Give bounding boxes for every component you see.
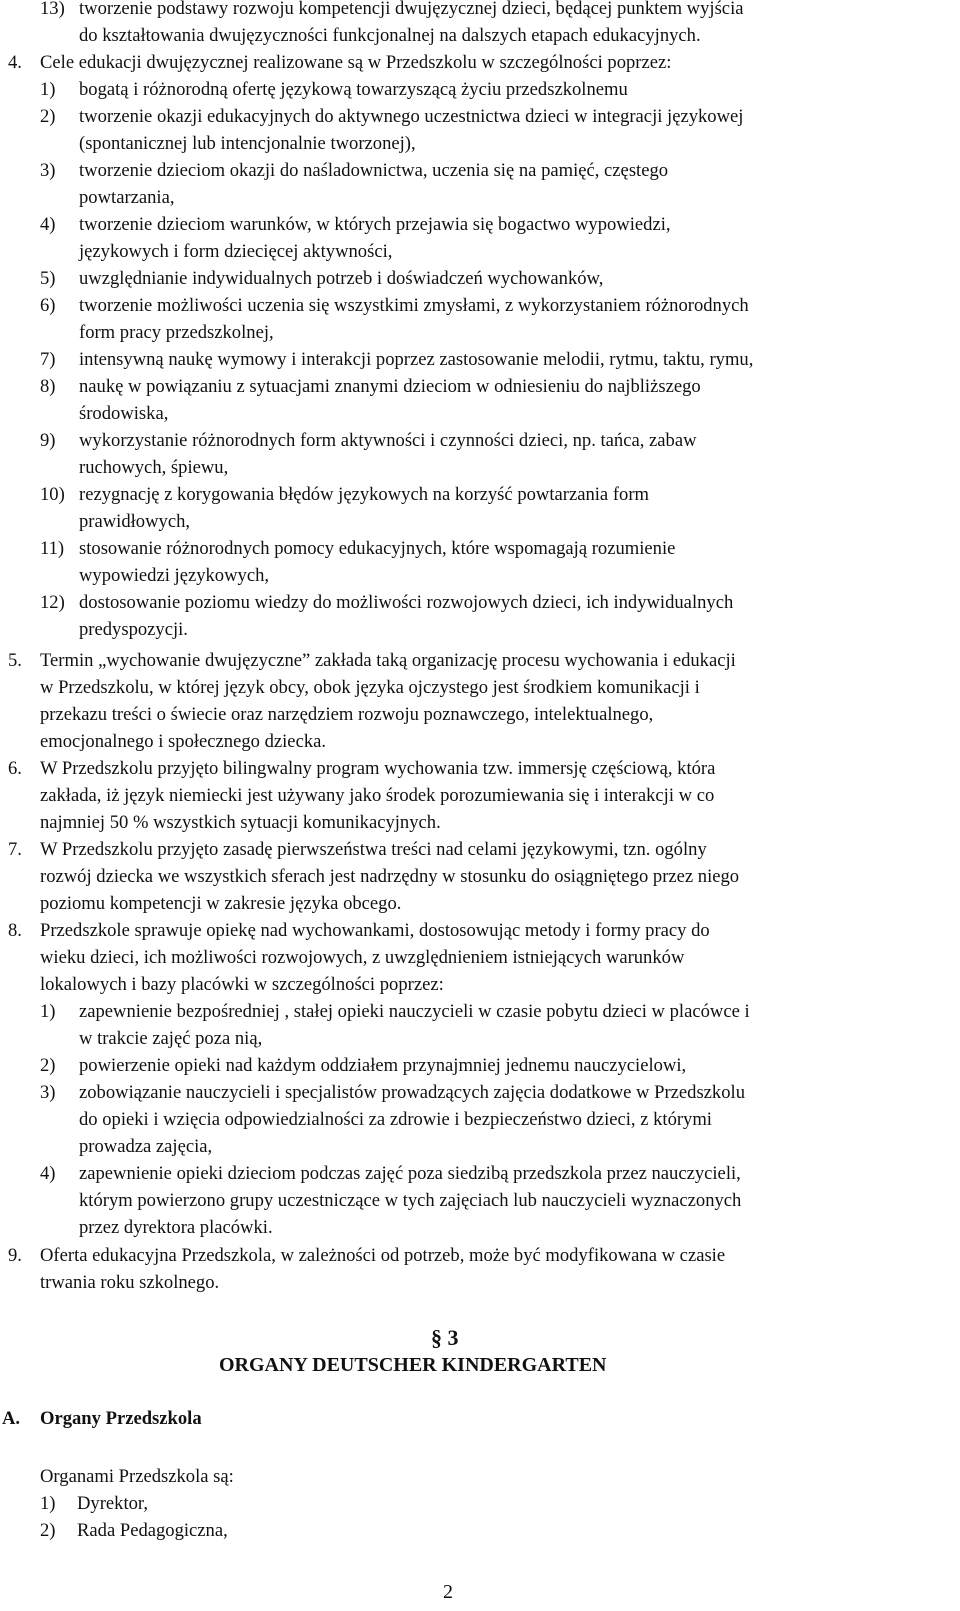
list-item-number: 10) — [40, 484, 65, 505]
list-item-text: bogatą i różnorodną ofertę językową towarzyszącą życiu przedszkolnemu — [79, 79, 628, 100]
list-item-text: zapewnienie bezpośredniej , stałej opieki nauczycieli w czasie pobytu dzieci w placówce i — [79, 1001, 750, 1022]
page-number: 2 — [443, 1581, 453, 1603]
list-item-number: 12) — [40, 592, 65, 613]
list-item-text: stosowanie różnorodnych pomocy edukacyjnych, które wspomagają rozumienie — [79, 538, 676, 559]
list-item-text: dostosowanie poziomu wiedzy do możliwości rozwojowych dzieci, ich indywidualnych — [79, 592, 734, 613]
paragraph-number: 5. — [8, 650, 22, 671]
list-item-text: powierzenie opieki nad każdym oddziałem przynajmniej jednemu nauczycielowi, — [79, 1055, 687, 1076]
list-item-text: środowiska, — [79, 403, 169, 424]
list-item-number: 6) — [40, 295, 56, 316]
list-item-text: prawidłowych, — [79, 511, 191, 532]
list-item-text: tworzenie okazji edukacyjnych do aktywnego uczestnictwa dzieci w integracji językowej — [79, 106, 744, 127]
list-item-number: 2) — [40, 1520, 56, 1541]
list-item-text: Rada Pedagogiczna, — [77, 1520, 228, 1541]
paragraph-text: rozwój dziecka we wszystkich sferach jest nadrzędny w stosunku do osiągniętego przez niego — [40, 866, 740, 887]
paragraph-text: Oferta edukacyjna Przedszkola, w zależności od potrzeb, może być modyfikowana w czasie — [40, 1245, 726, 1266]
list-item-text: tworzenie podstawy rozwoju kompetencji dwujęzycznej dzieci, będącej punktem wyjścia — [79, 0, 744, 19]
list-item-text: ruchowych, śpiewu, — [79, 457, 229, 478]
list-item-text: (spontanicznej lub intencjonalnie tworzonej), — [79, 133, 416, 154]
list-item-text: zobowiązanie nauczycieli i specjalistów prowadzących zajęcia dodatkowe w Przedszkolu — [79, 1082, 745, 1103]
paragraph-text: wieku dzieci, ich możliwości rozwojowych, z uwzględnieniem istniejących warunków — [40, 947, 685, 968]
list-item-text: powtarzania, — [79, 187, 175, 208]
list-item-text: tworzenie dzieciom warunków, w których przejawia się bogactwo wypowiedzi, — [79, 214, 671, 235]
section-sign: § 3 — [431, 1325, 459, 1350]
paragraph-text: najmniej 50 % wszystkich sytuacji komunikacyjnych. — [40, 812, 441, 833]
paragraph-number: 8. — [8, 920, 22, 941]
list-item-text: którym powierzono grupy uczestniczące w tych zajęciach lub nauczycieli wyznaczonych — [79, 1190, 742, 1211]
subsection-letter: A. — [2, 1408, 21, 1429]
paragraph-text: w Przedszkolu, w której język obcy, obok języka ojczystego jest środkiem komunikacji i — [40, 677, 700, 698]
paragraph-number: 6. — [8, 758, 22, 779]
list-item-number: 5) — [40, 268, 56, 289]
list-item-text: form pracy przedszkolnej, — [79, 322, 274, 343]
list-item-number: 1) — [40, 1001, 56, 1022]
paragraph-text: poziomu kompetencji w zakresie języka obcego. — [40, 893, 402, 914]
list-item-text: w trakcie zajęć poza nią, — [79, 1028, 263, 1049]
list-item-number: 4) — [40, 1163, 56, 1184]
list-item-number: 4) — [40, 214, 56, 235]
list-item-number: 3) — [40, 1082, 56, 1103]
list-item-number: 2) — [40, 106, 56, 127]
list-item-text: naukę w powiązaniu z sytuacjami znanymi dzieciom w odniesieniu do najbliższego — [79, 376, 701, 397]
list-item-text: prowadza zajęcia, — [79, 1136, 213, 1157]
list-item-text: tworzenie dzieciom okazji do naśladownictwa, uczenia się na pamięć, częstego — [79, 160, 669, 181]
list-item-text: tworzenie możliwości uczenia się wszystkimi zmysłami, z wykorzystaniem różnorodnych — [79, 295, 749, 316]
list-item-number: 2) — [40, 1055, 56, 1076]
section-title: ORGANY DEUTSCHER KINDERGARTEN — [219, 1354, 607, 1376]
list-item-text: do opieki i wzięcia odpowiedzialności za zdrowie i bezpieczeństwo dzieci, z którymi — [79, 1109, 712, 1130]
list-item-number: 11) — [40, 538, 65, 559]
list-item-text: predyspozycji. — [79, 619, 188, 640]
paragraph-text: przekazu treści o świecie oraz narzędziem rozwoju poznawczego, intelektualnego, — [40, 704, 654, 725]
list-item-number: 1) — [40, 79, 56, 100]
list-item-text: intensywną naukę wymowy i interakcji poprzez zastosowanie melodii, rytmu, taktu, rymu, — [79, 349, 754, 370]
list-item-number: 3) — [40, 160, 56, 181]
list-item-number: 8) — [40, 376, 56, 397]
list-item-text: Dyrektor, — [77, 1493, 149, 1514]
list-item-text: uwzględnianie indywidualnych potrzeb i doświadczeń wychowanków, — [79, 268, 604, 289]
paragraph-text: lokalowych i bazy placówki w szczególności poprzez: — [40, 974, 444, 995]
paragraph-number: 4. — [8, 52, 22, 73]
subsection-title: Organy Przedszkola — [40, 1408, 202, 1429]
paragraph-number: 7. — [8, 839, 22, 860]
paragraph-text: Cele edukacji dwujęzycznej realizowane są w Przedszkolu w szczególności poprzez: — [40, 52, 672, 73]
paragraph-number: 9. — [8, 1245, 22, 1266]
list-item-text: wykorzystanie różnorodnych form aktywności i czynności dzieci, np. tańca, zabaw — [79, 430, 697, 451]
paragraph-text: Termin „wychowanie dwujęzyczne” zakłada taką organizację procesu wychowania i edukacji — [40, 650, 736, 671]
list-item-number: 13) — [40, 0, 65, 19]
paragraph-text: zakłada, iż język niemiecki jest używany jako środek porozumiewania się i interakcji w co — [40, 785, 715, 806]
list-item-text: rezygnację z korygowania błędów językowych na korzyść powtarzania form — [79, 484, 649, 505]
list-item-number: 1) — [40, 1493, 56, 1514]
list-item-number: 9) — [40, 430, 56, 451]
paragraph-text: Przedszkole sprawuje opiekę nad wychowankami, dostosowując metody i formy pracy do — [40, 920, 710, 941]
paragraph-text: emocjonalnego i społecznego dziecka. — [40, 731, 327, 752]
list-item-number: 7) — [40, 349, 56, 370]
paragraph-text: trwania roku szkolnego. — [40, 1272, 220, 1293]
list-item-text: zapewnienie opieki dzieciom podczas zajęć poza siedzibą przedszkola przez nauczycieli, — [79, 1163, 741, 1184]
list-item-text: wypowiedzi językowych, — [79, 565, 270, 586]
list-item-text: przez dyrektora placówki. — [79, 1217, 273, 1238]
paragraph-text: Organami Przedszkola są: — [40, 1466, 234, 1487]
paragraph-text: W Przedszkolu przyjęto bilingwalny program wychowania tzw. immersję częściową, która — [40, 758, 716, 779]
list-item-text: do kształtowania dwujęzyczności funkcjonalnej na dalszych etapach edukacyjnych. — [79, 25, 701, 46]
paragraph-text: W Przedszkolu przyjęto zasadę pierwszeństwa treści nad celami językowymi, tzn. ogólny — [40, 839, 707, 860]
list-item-text: językowych i form dziecięcej aktywności, — [79, 241, 393, 262]
